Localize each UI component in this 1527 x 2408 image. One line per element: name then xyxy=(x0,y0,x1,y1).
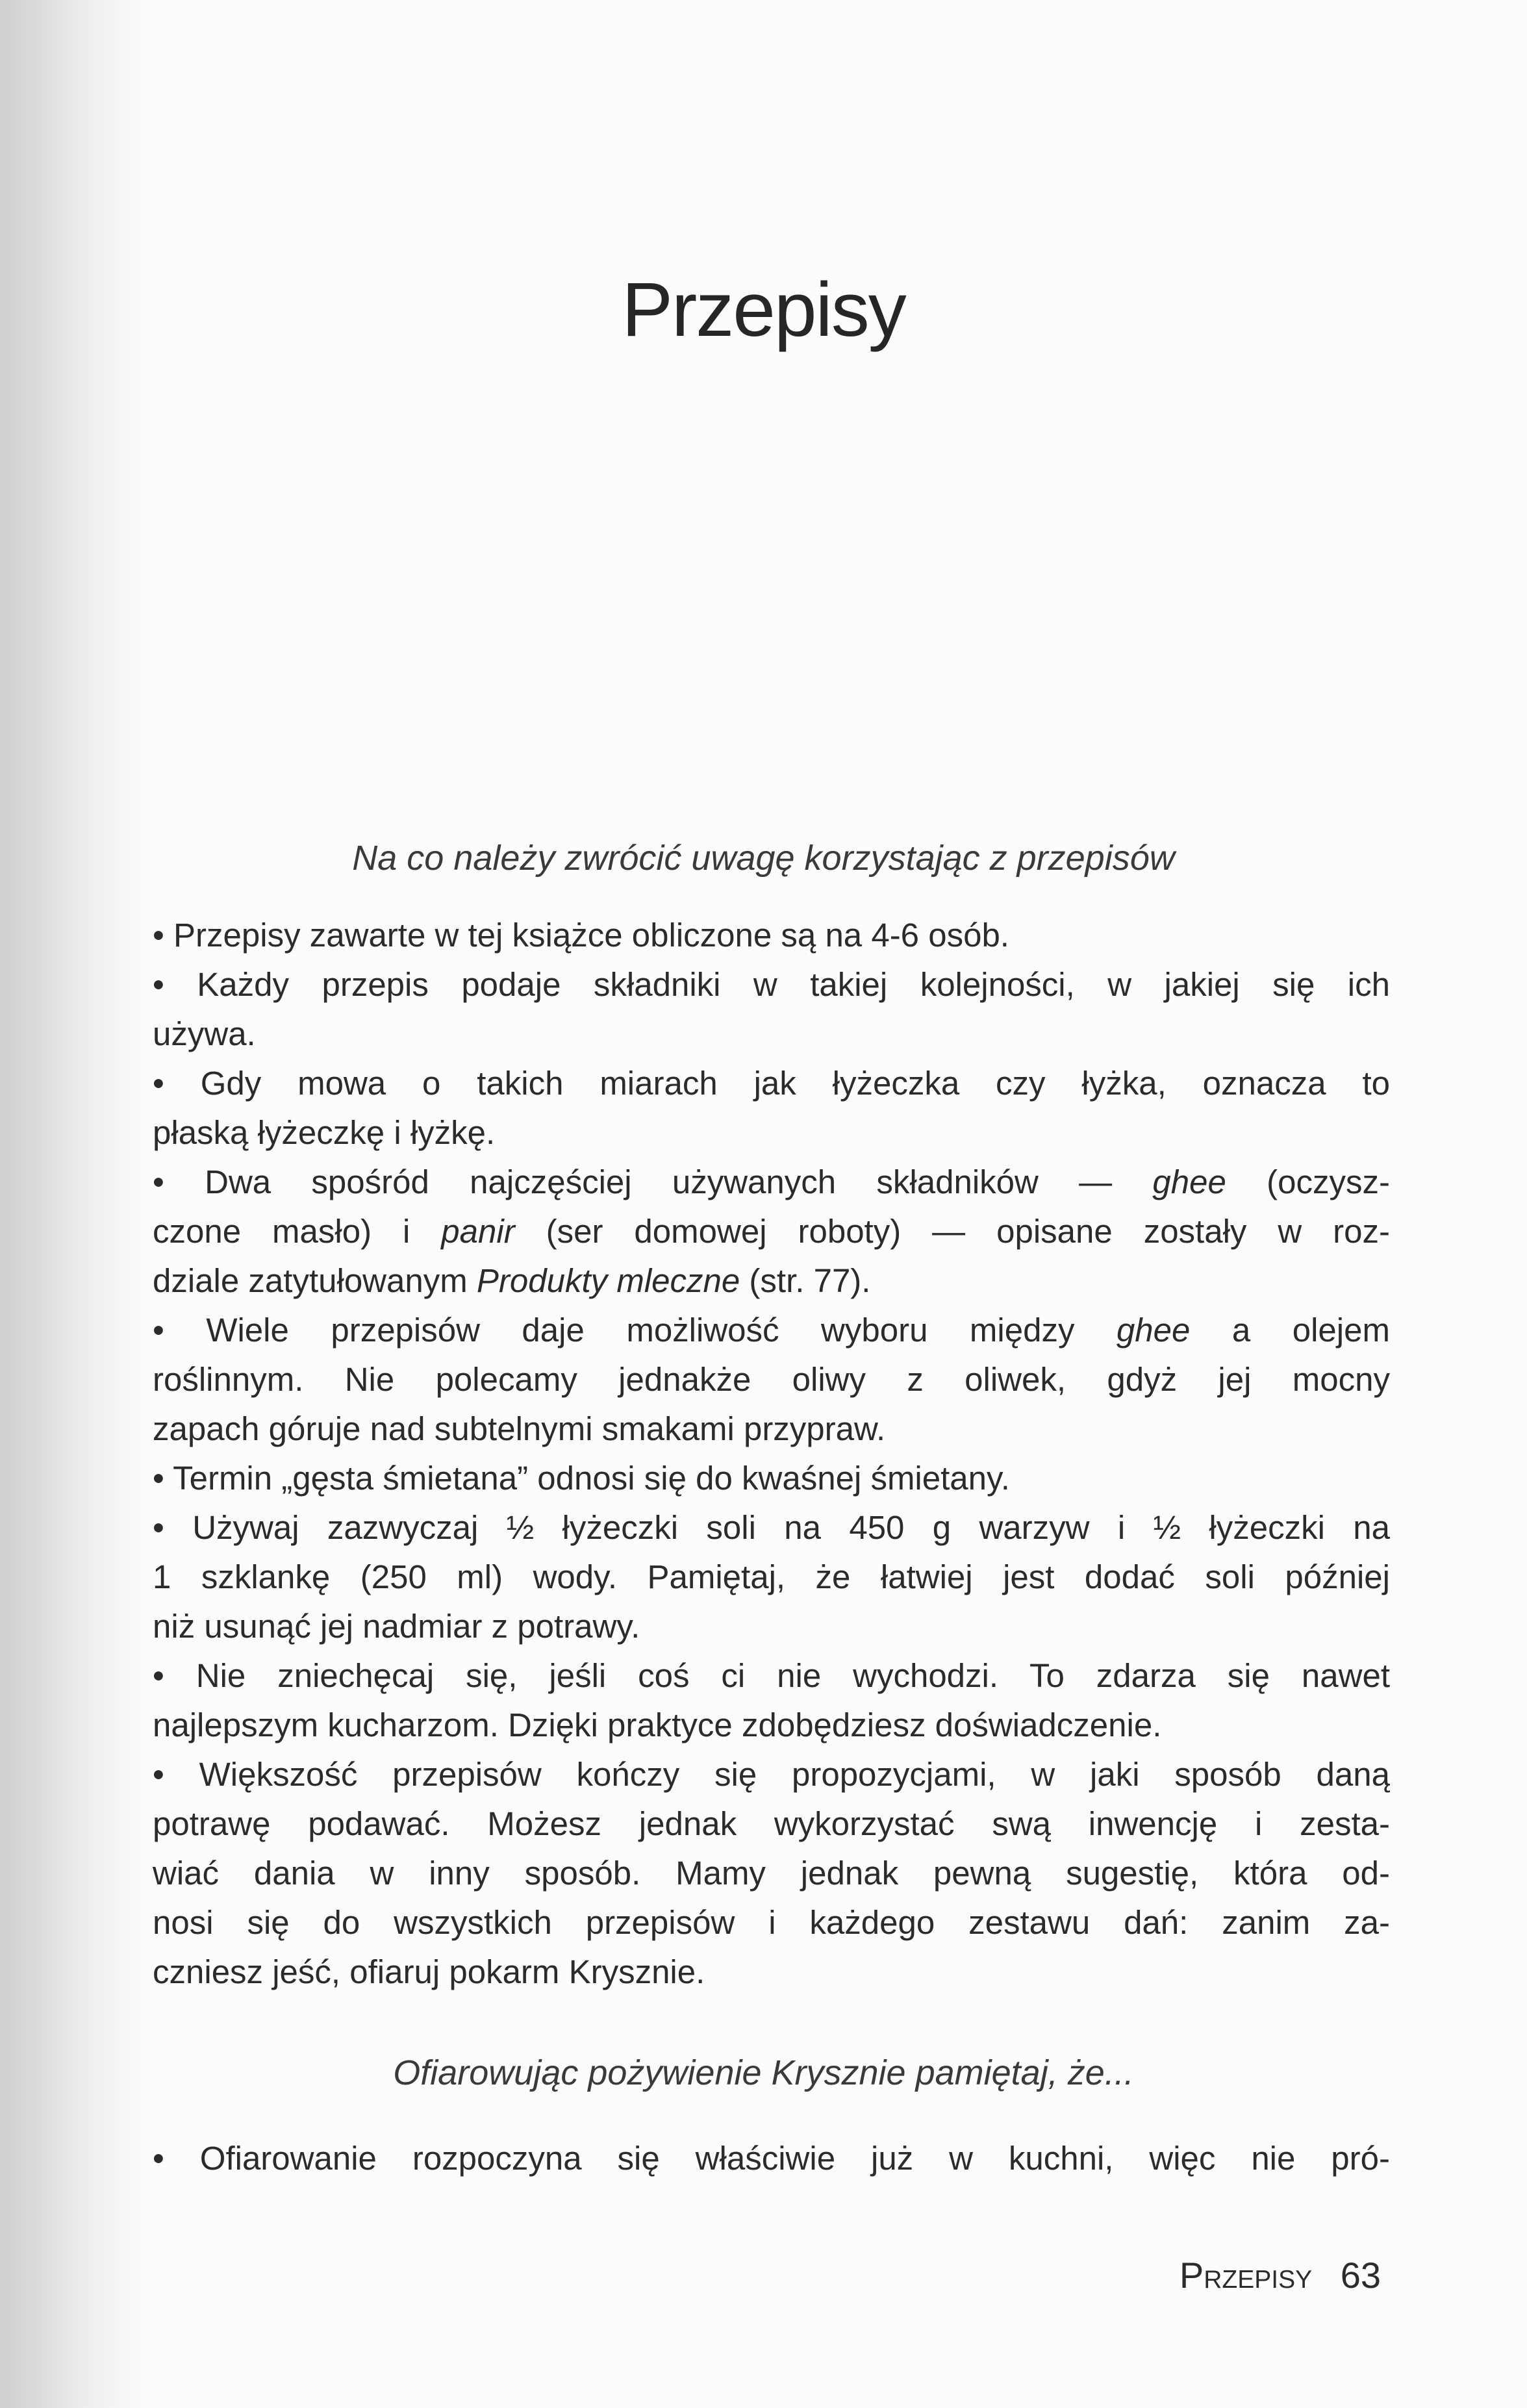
text-line xyxy=(153,1009,1390,1059)
text-segment: roślinnym. Nie polecamy jednakże oliwy z oliwek, gdyż jej mocny xyxy=(153,1361,1390,1398)
text-line xyxy=(153,1404,1390,1454)
bullet-item xyxy=(153,1750,1390,1997)
recipe-notes-list xyxy=(153,911,1390,1997)
bullet-item xyxy=(153,1306,1390,1454)
text-segment: najlepszym kucharzom. Dzięki praktyce zdobędziesz doświadczenie. xyxy=(153,1706,1162,1743)
text-segment: potrawę podawać. Możesz jednak wykorzystać swą inwencję i zesta- xyxy=(153,1805,1390,1842)
text-line xyxy=(153,1701,1390,1750)
running-head: Przepisy xyxy=(1179,2255,1313,2296)
bullet-item xyxy=(153,2134,1390,2183)
text-segment: • Ofiarowanie rozpoczyna się właściwie już w kuchni, więc nie pró- xyxy=(153,2140,1390,2177)
bullet-item xyxy=(153,1059,1390,1158)
bullet-item xyxy=(153,1503,1390,1651)
italic-term: ghee xyxy=(1116,1312,1191,1349)
text-line xyxy=(153,1108,1390,1158)
text-line xyxy=(153,960,1390,1009)
bullet-item xyxy=(153,960,1390,1059)
text-segment: • Termin „gęsta śmietana” odnosi się do kwaśnej śmietany. xyxy=(153,1460,1010,1497)
text-segment: zapach góruje nad subtelnymi smakami przypraw. xyxy=(153,1410,886,1447)
text-line xyxy=(153,1750,1390,1799)
bullet-item xyxy=(153,1454,1390,1503)
italic-term: Produkty mleczne xyxy=(476,1262,740,1299)
text-line xyxy=(153,1503,1390,1553)
text-segment: (ser domowej roboty) — opisane zostały w roz- xyxy=(514,1213,1390,1250)
text-line xyxy=(153,1454,1390,1503)
text-segment: • Przepisy zawarte w tej książce obliczone są na 4-6 osób. xyxy=(153,917,1009,954)
text-segment: używa. xyxy=(153,1015,256,1052)
text-line xyxy=(153,1355,1390,1404)
text-segment: • Dwa spośród najczęściej używanych składników — xyxy=(153,1163,1153,1200)
text-segment: wiać dania w inny sposób. Mamy jednak pewną sugestię, która od- xyxy=(153,1855,1390,1892)
text-line xyxy=(153,1651,1390,1701)
text-segment: czone masło) i xyxy=(153,1213,442,1250)
text-line xyxy=(153,1256,1390,1306)
text-line xyxy=(153,1898,1390,1947)
text-line xyxy=(153,1306,1390,1355)
text-segment: • Każdy przepis podaje składniki w takiej kolejności, w jakiej się ich xyxy=(153,966,1390,1003)
text-line xyxy=(153,911,1390,960)
text-line xyxy=(153,1602,1390,1651)
text-line xyxy=(153,1059,1390,1108)
text-line xyxy=(153,2134,1390,2183)
text-line xyxy=(153,1799,1390,1849)
section-heading-offering: Ofiarowując pożywienie Krysznie pamiętaj, że... xyxy=(393,2053,1134,2092)
scan-page-edge-shadow xyxy=(0,0,149,2408)
bullet-item xyxy=(153,1651,1390,1750)
offering-notes-list xyxy=(153,2134,1390,2183)
section-heading-recipe-notes: Na co należy zwrócić uwagę korzystając z przepisów xyxy=(352,839,1175,878)
text-line xyxy=(153,1207,1390,1256)
text-segment: 1 szklankę (250 ml) wody. Pamiętaj, że łatwiej jest dodać soli później xyxy=(153,1558,1390,1595)
text-line xyxy=(153,1158,1390,1207)
text-segment: • Większość przepisów kończy się propozycjami, w jaki sposób daną xyxy=(153,1756,1390,1793)
text-line xyxy=(153,1947,1390,1997)
text-segment: • Nie zniechęcaj się, jeśli coś ci nie wychodzi. To zdarza się nawet xyxy=(153,1657,1390,1694)
text-segment: niż usunąć jej nadmiar z potrawy. xyxy=(153,1608,640,1645)
text-segment: nosi się do wszystkich przepisów i każdego zestawu dań: zanim za- xyxy=(153,1904,1390,1941)
bullet-item xyxy=(153,1158,1390,1306)
page-footer xyxy=(1180,2254,1381,2296)
text-line xyxy=(153,1553,1390,1602)
text-line xyxy=(153,1849,1390,1898)
text-segment: • Używaj zazwyczaj ½ łyżeczki soli na 450 g warzyw i ½ łyżeczki na xyxy=(153,1509,1390,1546)
text-segment: • Wiele przepisów daje możliwość wyboru między xyxy=(153,1312,1117,1349)
page-number: 63 xyxy=(1340,2255,1381,2296)
italic-term: ghee xyxy=(1152,1163,1226,1200)
page-title: Przepisy xyxy=(622,267,905,353)
italic-term: panir xyxy=(441,1213,515,1250)
text-segment: płaską łyżeczkę i łyżkę. xyxy=(153,1114,496,1151)
text-segment: a olejem xyxy=(1190,1312,1390,1349)
text-segment: dziale zatytułowanym xyxy=(153,1262,477,1299)
text-segment: czniesz jeść, ofiaruj pokarm Krysznie. xyxy=(153,1953,705,1990)
text-segment: • Gdy mowa o takich miarach jak łyżeczka czy łyżka, oznacza to xyxy=(153,1065,1390,1102)
text-segment: (str. 77). xyxy=(740,1262,871,1299)
text-segment: (oczysz- xyxy=(1226,1163,1390,1200)
bullet-item xyxy=(153,911,1390,960)
